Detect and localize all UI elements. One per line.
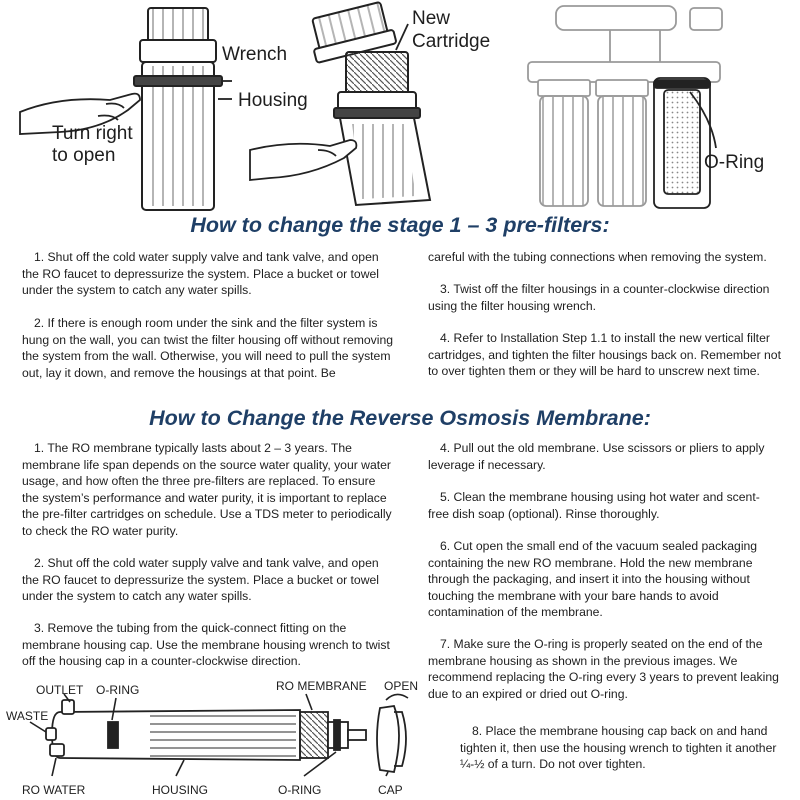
housing-threads [300, 712, 328, 758]
section2-step-1: 1. The RO membrane typically lasts about 2 – 3 years. The membrane life span depends on the source water quality, your water usage, and how often the three pre-filters are replaced. To ensure the system’s performance and water purity, it is important to replace the pre-filter cartridges on schedule. Use a TDS meter to periodically to check the RO water purity. [22, 441, 392, 538]
section2-step-6: 6. Cut open the small end of the vacuum sealed packaging containing the new RO membrane. Hold the new membrane through the packaging, and insert it into the housing without touching the membrane with your bare hands to avoid contamination of the membrane. [428, 539, 758, 619]
section2-title: How to Change the Reverse Osmosis Membrane: [149, 406, 651, 430]
top-illustration [0, 0, 800, 212]
turn-right-label: Turn right [52, 123, 133, 144]
membrane-housing-body [52, 710, 300, 760]
ro-water-port [50, 744, 64, 756]
housing-cap [377, 706, 399, 772]
section2-step-2: 2. Shut off the cold water supply valve and tank valve, and open the RO faucet to depressurize the system. Place a bucket or towel under the system to catch any water spills. [22, 556, 379, 603]
cartridge-label: Cartridge [412, 31, 491, 52]
housing-bottom-label: HOUSING [152, 783, 209, 797]
hand-drawing-2 [250, 140, 356, 180]
o-ring-outlet-end [108, 722, 118, 748]
o-ring-label: O-Ring [704, 152, 765, 173]
section1-step-1: 1. Shut off the cold water supply valve and tank valve, and open the RO faucet to depressurize the system. Place a bucket or towel under the system to catch any water spills. [22, 250, 379, 297]
o-ring-bottom-label: O-RING [278, 783, 322, 797]
section1-step-4: 4. Refer to Installation Step 1.1 to install the new vertical filter cartridges, and tighten the filter housings back on. Remember not to over tighten them or they will be hard to unscrew next time. [428, 331, 781, 378]
section1-step-2-continued: careful with the tubing connections when removing the system. [428, 250, 767, 264]
cap-label: CAP [378, 783, 403, 797]
cartridge-pointer [396, 24, 408, 50]
new-label: New [412, 8, 451, 29]
waste-label: WASTE [6, 709, 49, 723]
section1-step-3: 3. Twist off the filter housings in a counter-clockwise direction using the filter housing wrench. [428, 282, 770, 313]
o-ring-top-label: O-RING [96, 683, 140, 697]
o-ring-cap-end [334, 720, 340, 750]
ro-membrane-label: RO MEMBRANE [276, 679, 367, 693]
waste-port [46, 728, 56, 740]
outlet-port [62, 700, 74, 714]
housing-label: Housing [238, 90, 308, 111]
ro-water-label: RO WATER [22, 783, 86, 797]
to-open-label: to open [52, 145, 116, 166]
filter-housing-drawing-1 [134, 8, 222, 210]
section1-title: How to change the stage 1 – 3 pre-filters: [190, 213, 610, 237]
membrane-housing-illustration [0, 672, 440, 800]
outlet-label: OUTLET [36, 683, 84, 697]
section2-step-3: 3. Remove the tubing from the quick-connect fitting on the membrane housing cap. Use the membrane housing wrench to twist off the housing cap in a counter-clockwise direction. [22, 621, 390, 668]
section2-step-8: 8. Place the membrane housing cap back on and hand tighten it, then use the housing wrench to tighten it another ¼-½ of a turn. Do not over tighten. [460, 724, 777, 771]
open-label: OPEN [384, 679, 419, 693]
section2-step-4: 4. Pull out the old membrane. Use scissors or pliers to apply leverage if necessary. [428, 441, 765, 472]
section2-step-7: 7. Make sure the O-ring is properly seated on the end of the membrane housing as shown in the previous images. We recommend replacing the O-ring every 3 years to prevent leaking due to an expired or dried out O-ring. [428, 637, 779, 701]
filter-system-drawing [528, 6, 722, 208]
section1-step-2: 2. If there is enough room under the sink and the filter system is hung on the wall, you can twist the filter housing off without removing the system from the wall. Otherwise, you will need to pull the system out, lay it down, and remove the housings at that point. Be [22, 316, 394, 380]
section2-step-5: 5. Clean the membrane housing using hot water and scent- free dish soap (optional). Rinse thoroughly. [428, 490, 760, 521]
wrench-label: Wrench [222, 44, 288, 65]
